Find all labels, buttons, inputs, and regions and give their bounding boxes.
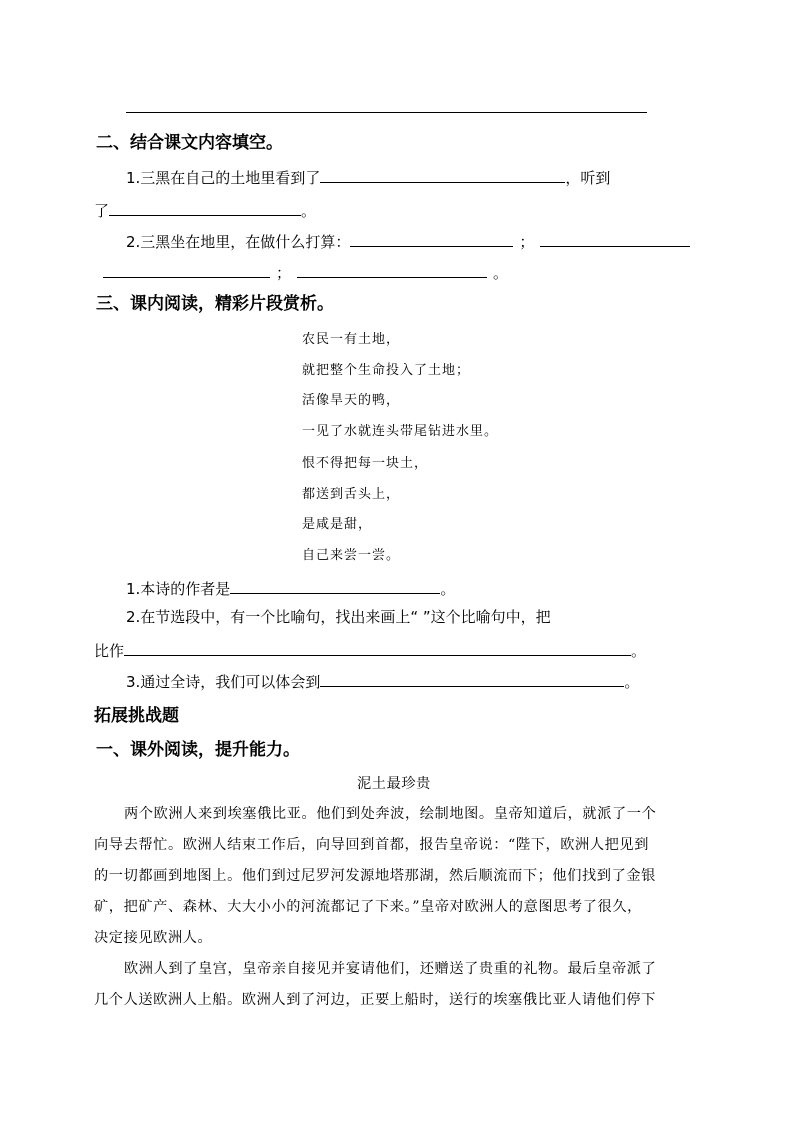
section2-q1-blank2[interactable] <box>109 197 301 216</box>
story-title: 泥土最珍贵 <box>357 776 431 792</box>
section3-q1-blank[interactable] <box>230 575 440 594</box>
poem-line: 自己来尝一尝。 <box>302 548 401 563</box>
section3-q2-blank[interactable] <box>124 637 631 656</box>
section3-q1-prefix: 1.本诗的作者是 <box>126 580 231 598</box>
extension-title: 拓展挑战题 <box>94 706 179 726</box>
section3-question1 <box>126 575 455 599</box>
poem-line: 农民一有土地， <box>302 332 401 347</box>
poem-line: 就把整个生命投入了土地； <box>302 363 471 378</box>
section2-q1-prefix: 1.三黑在自己的土地里看到了 <box>126 169 321 187</box>
section2-q1-end: 。 <box>301 202 317 220</box>
section2-q2-sep1: ； <box>519 233 535 251</box>
section2-q1-mid: ，听到 <box>565 169 611 187</box>
section2-question2 <box>126 228 690 252</box>
extension-heading: 一、课外阅读，提升能力。 <box>96 740 300 760</box>
section3-question2: 2.在节选段中，有一个比喻句，找出来画上“ ”这个比喻句中，把 <box>126 608 551 626</box>
section3-q1-end: 。 <box>440 580 456 598</box>
section2-q2-prefix: 2.三黑坐在地里，在做什么打算： <box>126 233 351 251</box>
section3-heading: 三、课内阅读，精彩片段赏析。 <box>96 294 334 314</box>
section2-q2-end: 。 <box>493 264 509 282</box>
section2-question1 <box>126 164 610 188</box>
section3-q3-prefix: 3.通过全诗，我们可以体会到 <box>126 673 321 691</box>
section2-q2-blank2[interactable] <box>540 228 690 247</box>
section2-q2-blank3[interactable] <box>103 259 270 278</box>
poem-line: 一见了水就连头带尾钻进水里。 <box>302 424 499 439</box>
story-line: 的一切都画到地图上。他们到过尼罗河发源地塔那湖，然后顺流而下；他们找到了金银 <box>94 868 656 884</box>
poem-line: 都送到舌头上， <box>302 487 401 502</box>
section3-question3 <box>126 668 639 692</box>
answer-line-top[interactable] <box>126 112 647 113</box>
section2-q2-blank4[interactable] <box>297 259 487 278</box>
section2-q1-blank1[interactable] <box>320 164 565 183</box>
story-line: 两个欧洲人来到埃塞俄比亚。他们到处奔波，绘制地图。皇帝知道后，就派了一个 <box>124 806 657 822</box>
section3-q2-wrap-prefix: 比作 <box>94 642 125 660</box>
section2-q2-sep2: ； <box>276 264 292 282</box>
section3-q3-blank[interactable] <box>320 668 624 687</box>
section3-q3-end: 。 <box>624 673 640 691</box>
story-line: 矿，把矿产、森林、大大小小的河流都记了下来。”皇帝对欧洲人的意图思考了很久， <box>94 899 642 915</box>
section2-question2-wrap <box>103 259 508 283</box>
section2-q1-wrap-prefix: 了 <box>94 202 110 220</box>
section3-question2-wrap <box>94 637 646 661</box>
story-line: 欧洲人到了皇宫，皇帝亲自接见并宴请他们，还赠送了贵重的礼物。最后皇帝派了 <box>124 961 657 977</box>
section2-heading: 二、结合课文内容填空。 <box>96 133 283 153</box>
section3-q2-end: 。 <box>631 642 647 660</box>
poem-line: 是咸是甜， <box>302 517 373 532</box>
story-line: 决定接见欧洲人。 <box>94 930 213 946</box>
section2-q2-blank1[interactable] <box>350 228 513 247</box>
poem-line: 恨不得把每一块土， <box>302 456 429 471</box>
poem-line: 活像旱天的鸭， <box>302 393 401 408</box>
section2-question1-wrap <box>94 197 316 221</box>
story-line: 向导去帮忙。欧洲人结束工作后，向导回到首都，报告皇帝说：“陛下，欧洲人把见到 <box>94 837 649 853</box>
story-line: 几个人送欧洲人上船。欧洲人到了河边，正要上船时，送行的埃塞俄比亚人请他们停下 <box>94 992 656 1008</box>
